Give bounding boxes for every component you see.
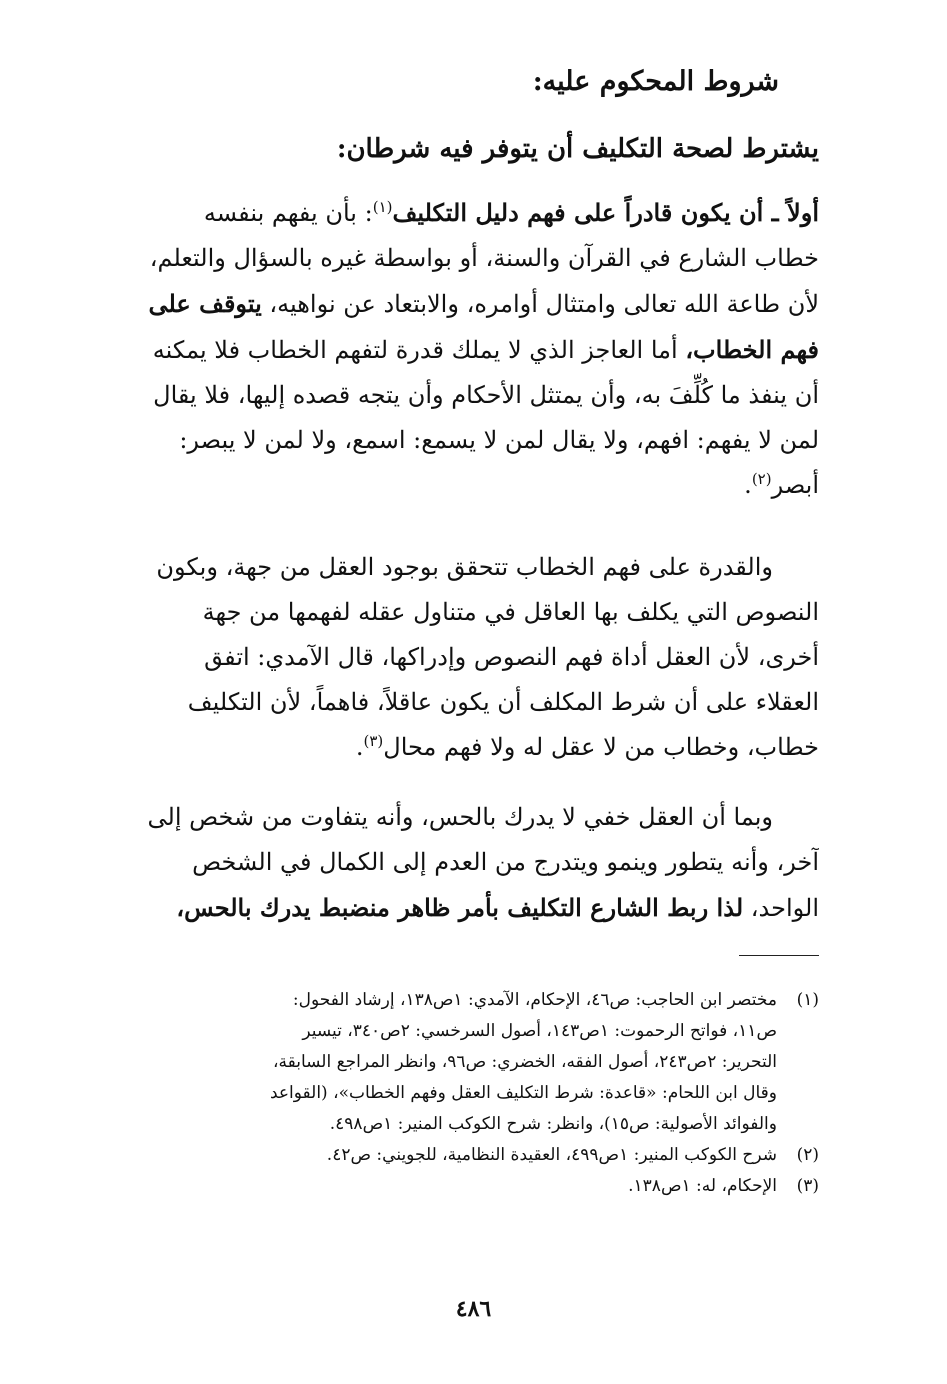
paragraph-3	[74, 795, 819, 931]
paragraph-1-line-7-text: أبصر	[771, 471, 819, 499]
paragraph-1-bold-phrase: أولاً ـ أن يكون قادراً على فهم دليل التكليف	[392, 198, 819, 227]
page-number: ٤٨٦	[455, 1296, 492, 1322]
footnote-1-line-3: التحرير: ٢ص٢٤٣، أصول الفقه، الخضري: ص٩٦، وانظر المراجع السابقة،	[273, 1052, 777, 1072]
paragraph-1-line-7	[74, 463, 819, 508]
footnote-1	[74, 985, 819, 1140]
footnote-1-line-2: ص١١، فواتح الرحموت: ١ص١٤٣، أصول السرخسي: ٢ص٣٤٠، تيسير	[302, 1021, 777, 1041]
footnote-text	[74, 985, 777, 1140]
paragraph-2-line-3: أخرى، لأن العقل أداة فهم النصوص وإدراكها، قال الآمدي: اتفق	[204, 643, 819, 671]
paragraph-1-line-3-bold: يتوقف على	[148, 289, 262, 318]
footnote-3	[74, 1171, 819, 1202]
paragraph-1-line-1-rest: : بأن يفهم بنفسه	[203, 199, 373, 227]
footnote-1-line-5: والفوائد الأصولية: ص١٥)، وانظر: شرح الكوكب المنير: ١ص٤٩٨.	[329, 1114, 777, 1134]
footnote-ref-3: (٣)	[363, 732, 384, 750]
paragraph-1-line-3-plain: لأن طاعة الله تعالى وامتثال أوامره، والابتعاد عن نواهيه،	[269, 290, 819, 318]
paragraph-3-line-3	[74, 885, 819, 931]
footnote-1-line-1: مختصر ابن الحاجب: ص٤٦، الإحكام، الآمدي: ١ص١٣٨، إرشاد الفحول:	[292, 990, 777, 1010]
footnote-text	[74, 1171, 777, 1202]
paragraph-2-line-5-text: خطاب، وخطاب من لا عقل له ولا فهم محال	[383, 733, 819, 761]
section-heading: شروط المحكوم عليه:	[532, 66, 779, 97]
paragraph-2-line-1: والقدرة على فهم الخطاب تتحقق بوجود العقل من جهة، وبكون	[156, 553, 773, 581]
paragraph-1-line-4	[74, 327, 819, 373]
paragraph-1-line-2: خطاب الشارع في القرآن والسنة، أو بواسطة غيره بالسؤال والتعلم،	[149, 244, 819, 272]
paragraph-2-line-2: النصوص التي يكلف بها العاقل في متناول عقله لفهمها من جهة	[202, 598, 819, 626]
paragraph-2-line-4: العقلاء على أن شرط المكلف أن يكون عاقلاً، فاهماً، لأن التكليف	[187, 688, 819, 716]
section-subheading: يشترط لصحة التكليف أن يتوفر فيه شرطان:	[336, 134, 819, 164]
footnote-number: (١)	[796, 990, 819, 1010]
footnote-3-line-1: الإحكام، له: ١ص١٣٨.	[628, 1176, 777, 1196]
paragraph-2-line-5-end: .	[355, 733, 364, 761]
footnote-number: (٢)	[796, 1145, 819, 1165]
paragraph-2	[74, 545, 819, 770]
paragraph-1	[74, 190, 819, 508]
paragraph-1-line-5: أن ينفذ ما كُلِّفَ به، وأن يمتثل الأحكام وأن يتجه قصده إليها، فلا يقال	[153, 381, 819, 409]
paragraph-1-line-3	[74, 281, 819, 327]
footnote-text	[74, 1140, 777, 1171]
paragraph-1-line-1	[74, 190, 819, 236]
footnotes	[74, 985, 819, 1202]
footnote-ref-2: (٢)	[751, 470, 772, 488]
paragraph-2-line-5	[74, 725, 819, 770]
paragraph-3-line-1: وبما أن العقل خفي لا يدرك بالحس، وأنه يتفاوت من شخص إلى	[147, 803, 773, 831]
footnote-number: (٣)	[796, 1176, 819, 1196]
paragraph-3-line-2: آخر، وأنه يتطور وينمو ويتدرج من العدم إلى الكمال في الشخص	[192, 848, 819, 876]
paragraph-3-line-3-plain: الواحد،	[750, 894, 819, 922]
footnote-2	[74, 1140, 819, 1171]
footnote-2-line-1: شرح الكوكب المنير: ١ص٤٩٩، العقيدة النظامية، للجويني: ص٤٢.	[326, 1145, 777, 1165]
paragraph-3-line-3-bold: لذا ربط الشارع التكليف بأمر ظاهر منضبط يدرك بالحس،	[176, 893, 744, 922]
footnote-1-line-4: وقال ابن اللحام: «قاعدة: شرط التكليف العقل وفهم الخطاب»، (القواعد	[269, 1083, 777, 1103]
footnote-separator	[739, 955, 819, 956]
paragraph-1-line-6: لمن لا يفهم: افهم، ولا يقال لمن لا يسمع: اسمع، ولا لمن لا يبصر:	[179, 426, 819, 454]
paragraph-1-line-4-plain: أما العاجز الذي لا يملك قدرة لتفهم الخطاب فلا يمكنه	[152, 336, 678, 364]
footnote-ref-1: (١)	[372, 198, 393, 216]
paragraph-1-line-4-bold: فهم الخطاب،	[685, 335, 819, 364]
paragraph-1-line-7-end: .	[744, 471, 752, 499]
